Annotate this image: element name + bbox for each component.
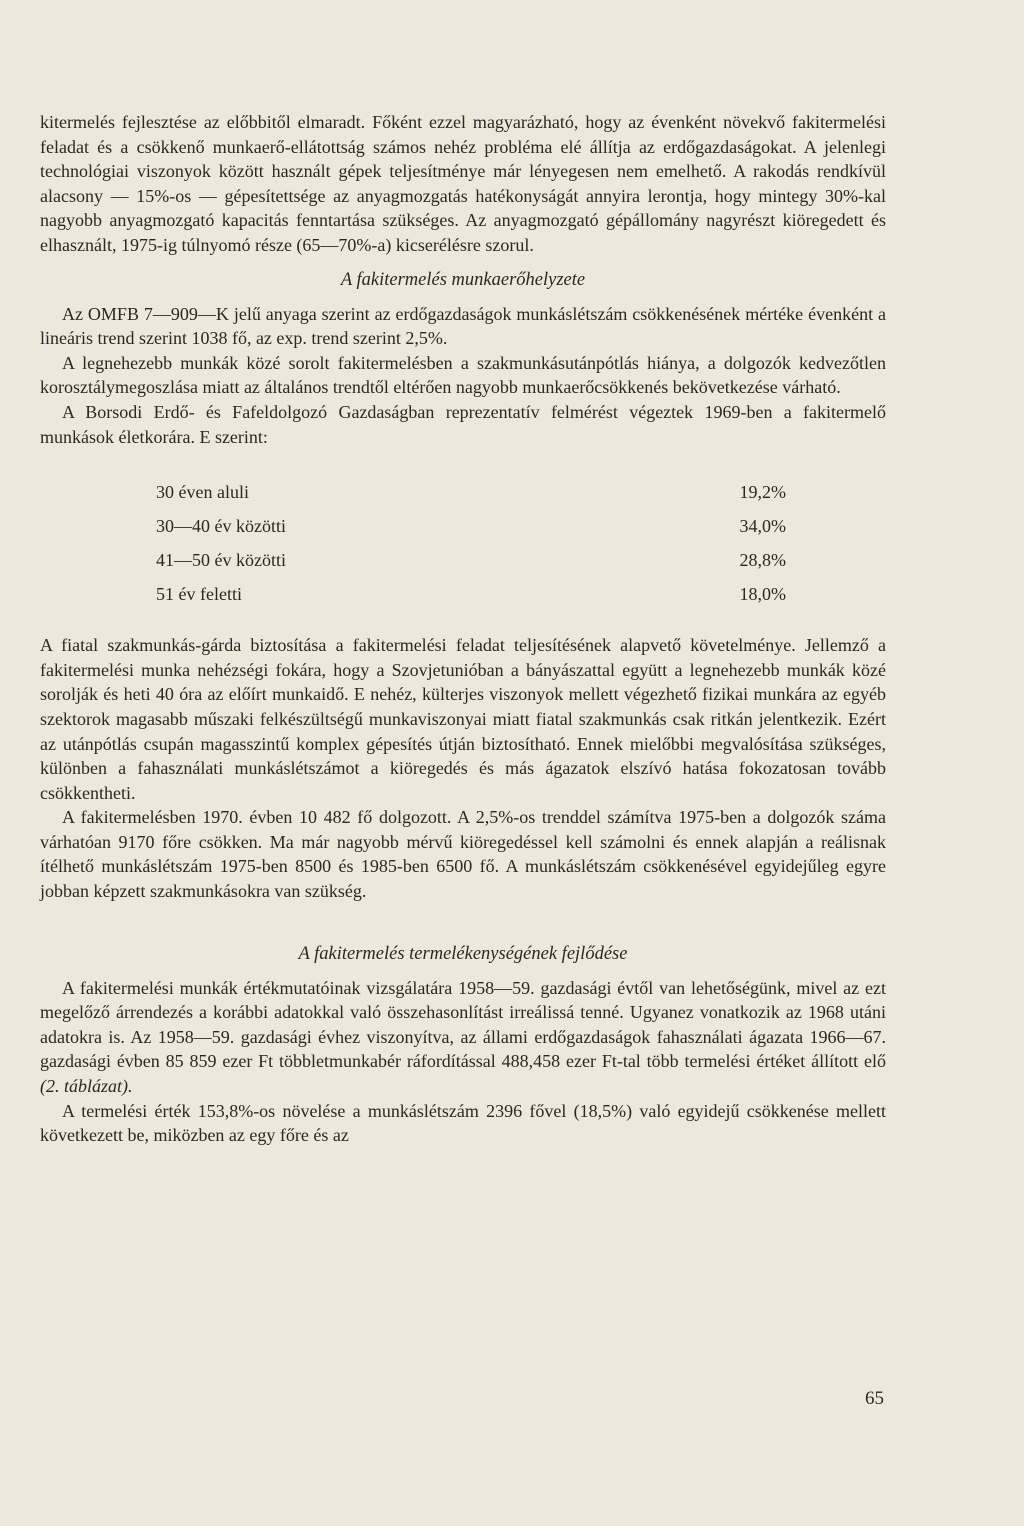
age-group-percent: 18,0% [739,584,786,605]
age-group-label: 30 éven aluli [156,482,249,503]
age-group-label: 30—40 év közötti [156,516,286,537]
age-group-label: 41—50 év közötti [156,550,286,571]
page-number: 65 [865,1388,884,1409]
age-group-percent: 19,2% [739,482,786,503]
age-distribution-table [156,475,786,611]
paragraph-young-workforce: A fiatal szakmunkás-gárda biztosítása a fakitermelési feladat teljesítésének alapvető követelménye. Jellemző a fakitermelési munka nehézségi fokára, hogy a Szovjetunióban a bányászattal együtt a legnehezebb munkák közé sorolják és heti 40 óra az előírt munkaidő. E nehéz, külterjes viszonyok mellett végezhető fizikai munkára az egyéb szektorok magasabb műszaki felkészültségű munkaviszonyai miatt fiatal szakmunkás csak ritkán jelentkezik. Ezért az utánpótlás csupán magasszintű komplex gépesítés útján biztosítható. Ennek mielőbbi megvalósítása szükséges, különben a fahasználati munkáslétszámot a kiöregedés és más ágazatok elszívó hatása fokozatosan tovább csökkentheti. [40,635,886,803]
intro-paragraph: kitermelés fejlesztése az előbbitől elmaradt. Főként ezzel magyarázható, hogy az évenként növekvő fakitermelési feladat és a csökkenő munkaerő-ellátottság számos nehéz probléma elé állítja az erdőgazdaságokat. A jelenlegi technológiai viszonyok között használt gépek teljesítménye már lényegesen nem emelhető. A rakodás rendkívül alacsony — 15%-os — gépesítettsége az anyagmozgatás hatékonyságát annyira lerontja, hogy mintegy 30%-kal nagyobb anyagmozgató kapacitás fenntartása szükséges. Az anyagmozgató gépállomány nagyrészt kiöregedett és elhasznált, 1975-ig túlnyomó része (65—70%-a) kicserélésre szorul. [40,112,886,255]
paragraph-borsodi-survey: A Borsodi Erdő- és Fafeldolgozó Gazdaságban reprezentatív felmérést végeztek 1969-ben a fakitermelő munkások életkorára. E szerint: [40,401,886,447]
table-row [156,577,786,611]
paragraph-production-value: A termelési érték 153,8%-os növelése a munkáslétszám 2396 fővel (18,5%) való egyidejű csökkenése mellett következett be, miközben az egy főre és az [40,1100,886,1146]
paragraph-omfb: Az OMFB 7—909—K jelű anyaga szerint az erdőgazdaságok munkáslétszám csökkenésének mértéke évenként a lineáris trend szerint 1038 fő, az exp. trend szerint 2,5%. [40,303,886,349]
table-row [156,543,786,577]
table-row [156,509,786,543]
paragraph-value-indicators [40,976,886,1099]
table-row [156,475,786,509]
paragraph-hardest-work: A legnehezebb munkák közé sorolt fakitermelésben a szakmunkásutánpótlás hiánya, a dolgozók kedvezőtlen korosztálymegoszlása miatt az általános trendtől eltérően nagyobb munkaerőcsökkenés bekövetkezése várható. [40,352,886,398]
age-group-percent: 28,8% [739,550,786,571]
paragraph-headcount-forecast: A fakitermelésben 1970. évben 10 482 fő dolgozott. A 2,5%-os trenddel számítva 1975-ben a dolgozók száma várhatóan 9170 főre csökken. Ma már nagyobb mérvű kiöregedéssel kell számolni és ennek alapján a reálisnak ítélhető munkáslétszám 1975-ben 8500 és 1985-ben 6500 fő. A munkáslétszám csökkenésével egyidejűleg egyre jobban képzett szakmunkásokra van szükség. [40,807,886,902]
text-column [40,110,886,1148]
paragraph-value-indicators-text: A fakitermelési munkák értékmutatóinak vizsgálatára 1958—59. gazdasági évtől van lehetőségünk, mivel az ezt megelőző árrendezés a korábbi adatokkal való összehasonlítást irreálissá tenné. Ugyanez vonatkozik az 1968 utáni adatokra is. Az 1958—59. gazdasági évhez viszonyítva, az állami erdőgazdaságok fahasználati ágazata 1966—67. gazdasági évben 85 859 ezer Ft többletmunkabér ráfordítással 488,458 ezer Ft-tal több termelési értéket állított elő [40,977,886,1072]
section-heading-workforce: A fakitermelés munkaerőhelyzete [340,269,586,290]
age-group-percent: 34,0% [739,516,786,537]
age-group-label: 51 év feletti [156,584,242,605]
section-heading-productivity: A fakitermelés termelékenységének fejlődése [298,943,628,964]
table-reference: (2. táblázat). [40,1076,133,1097]
